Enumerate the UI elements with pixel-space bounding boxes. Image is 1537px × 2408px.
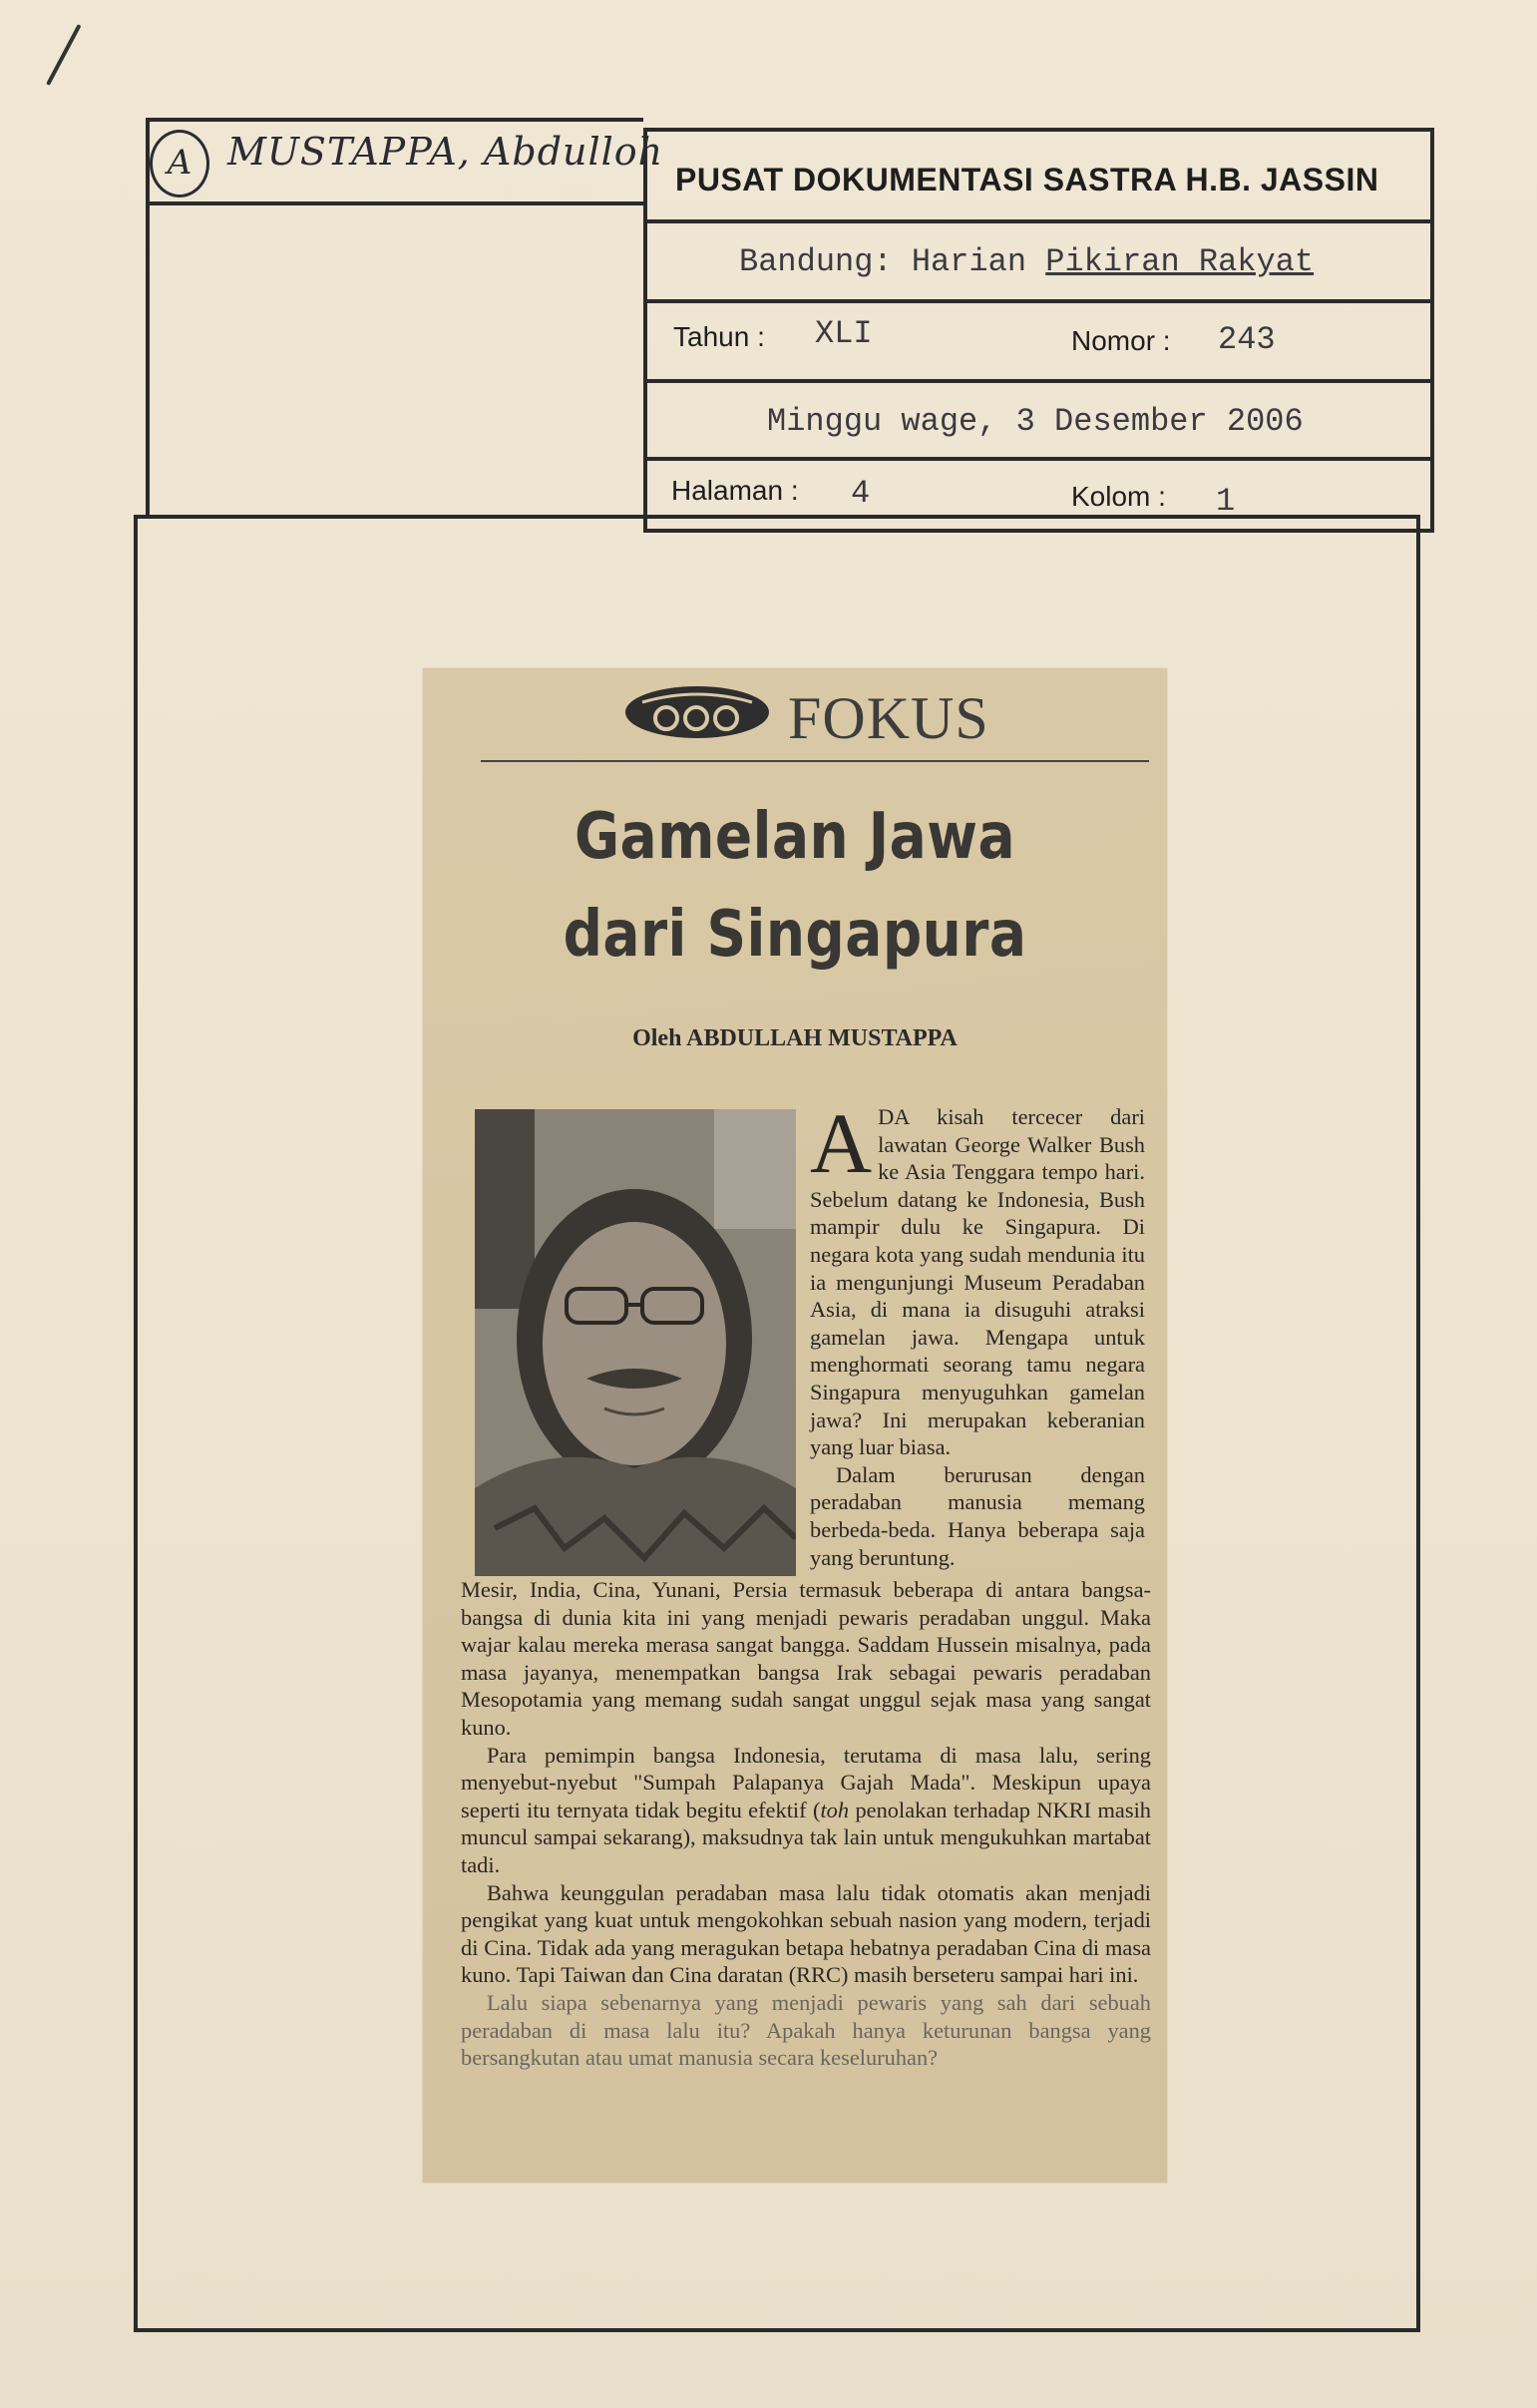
kolom-label: Kolom : (1071, 481, 1166, 512)
section-header (622, 674, 1001, 751)
paragraph-1-text: DA kisah tercecer dari lawatan George Walker Bush ke Asia Tenggara tempo hari. Sebelum datang ke Indonesia, Bush mampir dulu ke Singapura. Di negara kota yang sudah mendunia itu ia mengunjungi Museum Peradaban Asia, di mana ia disuguhi atraksi gamelan jawa. Mengapa untuk menghormati seorang tamu negara Singapura menyuguhkan gamelan jawa? Ini merupakan keberanian yang luar biasa. (810, 1104, 1145, 1460)
publication-date: Minggu wage, 3 Desember 2006 (767, 403, 1304, 440)
source-publication (739, 243, 1314, 280)
halaman-value: 4 (851, 475, 871, 512)
form-row-organization (647, 132, 1430, 223)
source-prefix: Bandung: Harian (739, 243, 1046, 280)
circled-letter: A (150, 130, 209, 198)
newspaper-clipping (423, 668, 1167, 2183)
tahun-label: Tahun : (673, 321, 765, 352)
paragraph-3-italic: toh (820, 1797, 850, 1822)
document-info-form (643, 128, 1434, 533)
form-left-border (146, 205, 150, 517)
article-byline: Oleh ABDULLAH MUSTAPPA (632, 1025, 958, 1051)
organization-title: PUSAT DOKUMENTASI SASTRA H.B. JASSIN (675, 162, 1379, 198)
form-row-date (647, 383, 1430, 461)
paragraph-3-part-b: penolakan terhadap NKRI masih muncul sampai sekarang), maksudnya tak lain untuk mengukuhkan martabat tadi. (461, 1797, 1151, 1877)
header-rule (481, 760, 1149, 762)
author-photo (475, 1109, 796, 1576)
paragraph-1 (810, 1095, 1145, 1461)
tahun-value: XLI (815, 315, 873, 352)
pen-mark (46, 24, 81, 86)
drop-cap: A (810, 1095, 873, 1191)
source-newspaper-name: Pikiran Rakyat (1045, 243, 1315, 280)
article-column-full (461, 1576, 1151, 2072)
handwritten-author-name: MUSTAPPA, Abdulloh (227, 130, 664, 174)
form-row-source (647, 223, 1430, 303)
halaman-label: Halaman : (671, 475, 799, 506)
paragraph-2-start: Dalam berurusan dengan peradaban manusia memang berbeda-beda. Hanya beberapa saja yang beruntung. (810, 1461, 1145, 1570)
paragraph-5: Lalu siapa sebenarnya yang menjadi pewaris yang sah dari sebuah peradaban di masa lalu itu? Apakah hanya keturunan bangsa yang bersangkutan atau umat manusia secara keseluruhan? (461, 1989, 1151, 2071)
headline-line-2: dari Singapura (563, 898, 1027, 972)
paragraph-3-part-a: Para pemimpin bangsa Indonesia, terutama di masa lalu, sering menyebut-nyebut "Sumpah Palapanya Gajah Mada". Meskipun upaya seperti itu ternyata tidak begitu efektif ( (461, 1742, 1151, 1822)
paragraph-4: Bahwa keunggulan peradaban masa lalu tidak otomatis akan menjadi pengikat yang kuat untuk mengokohkan sebuah nasion yang modern, terjadi di Cina. Tidak ada yang meragukan betapa hebatnya peradaban Cina di masa kuno. Tapi Taiwan dan Cina daratan (RRC) masih berseteru sampai hari ini. (461, 1879, 1151, 1988)
article-headline (475, 788, 1115, 984)
nomor-value: 243 (1218, 321, 1276, 358)
paragraph-2-rest: Mesir, India, Cina, Yunani, Persia termasuk beberapa di antara bangsa-bangsa di dunia kita ini yang menjadi pewaris peradaban unggul. Maka wajar kalau mereka merasa sangat bangga. Saddam Hussein misalnya, pada masa jayanya, menempatkan bangsa Irak sebagai pewaris peradaban Mesopotamia yang memang sudah sangat unggul sejak masa yang sangat kuno. (461, 1577, 1151, 1740)
article-column-top-right (810, 1095, 1145, 1571)
section-title: FOKUS (788, 685, 989, 751)
headline-line-1: Gamelan Jawa (574, 800, 1016, 874)
author-portrait-image (475, 1109, 796, 1576)
paragraph-3 (461, 1742, 1151, 1879)
fokus-logo-icon (622, 680, 772, 740)
nomor-label: Nomor : (1071, 325, 1171, 356)
kolom-value: 1 (1216, 483, 1236, 520)
form-row-tahun-nomor (647, 303, 1430, 383)
